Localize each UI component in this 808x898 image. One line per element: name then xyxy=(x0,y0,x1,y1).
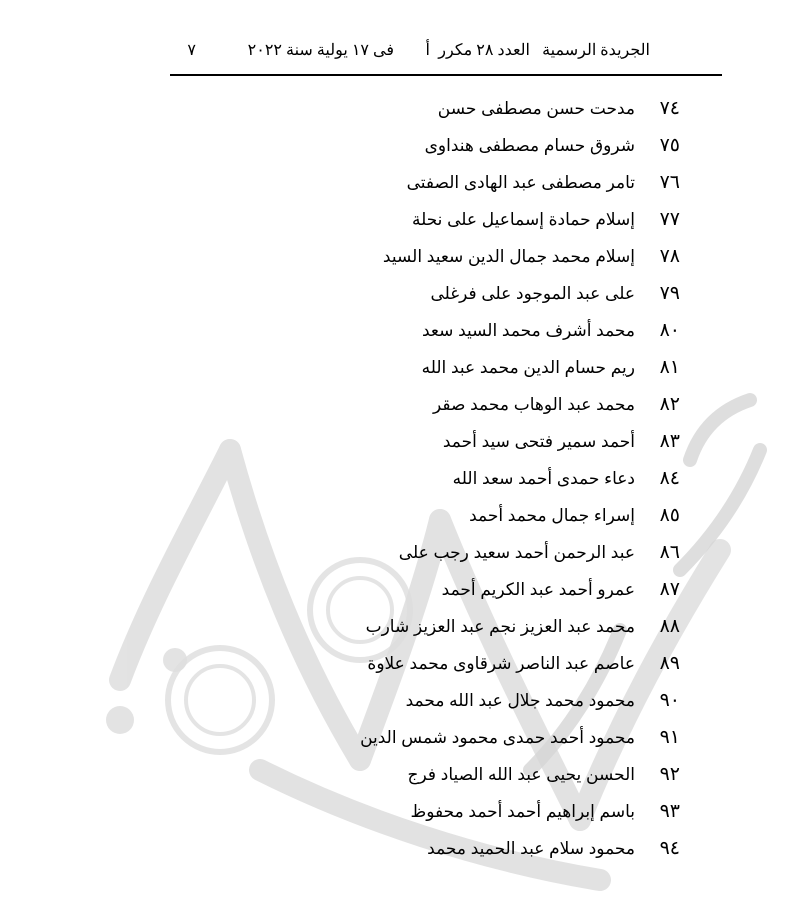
entry-name: أحمد سمير فتحى سيد أحمد xyxy=(442,432,635,451)
entry-name: عمرو أحمد عبد الكريم أحمد xyxy=(441,580,635,599)
list-item xyxy=(0,501,808,531)
entry-number: ٨٧ xyxy=(659,579,680,600)
list-item xyxy=(0,94,808,124)
entry-number: ٩١ xyxy=(659,727,680,748)
issue-number: العدد ٢٨ مكرر xyxy=(438,42,530,59)
entry-number: ٨٠ xyxy=(659,320,680,341)
list-item xyxy=(0,612,808,642)
entry-number: ٨٣ xyxy=(659,431,680,452)
entry-number: ٨٩ xyxy=(659,653,680,674)
list-item xyxy=(0,760,808,790)
entry-number: ٨٨ xyxy=(659,616,680,637)
list-item xyxy=(0,205,808,235)
entry-name: تامر مصطفى عبد الهادى الصفتى xyxy=(406,173,635,192)
entry-name: محمود محمد جلال عبد الله محمد xyxy=(405,691,635,710)
entry-name: إسلام محمد جمال الدين سعيد السيد xyxy=(382,247,635,266)
entry-number: ٩٠ xyxy=(659,690,680,711)
page-number: ٧ xyxy=(187,42,196,59)
entry-name: على عبد الموجود على فرغلى xyxy=(430,284,635,303)
issue-suffix: أ xyxy=(425,42,430,59)
entry-name: باسم إبراهيم أحمد أحمد محفوظ xyxy=(410,802,635,821)
entry-name: شروق حسام مصطفى هنداوى xyxy=(424,136,635,155)
entry-name: مدحت حسن مصطفى حسن xyxy=(437,99,635,118)
entry-number: ٧٩ xyxy=(659,283,680,304)
entry-number: ٧٦ xyxy=(659,172,680,193)
entry-name: إسراء جمال محمد أحمد xyxy=(469,506,635,525)
entry-name: محمد أشرف محمد السيد سعد xyxy=(421,321,635,340)
list-item xyxy=(0,279,808,309)
list-item xyxy=(0,797,808,827)
entry-number: ٨١ xyxy=(659,357,680,378)
page-header xyxy=(170,34,720,68)
entry-name: محمود سلام عبد الحميد محمد xyxy=(427,839,635,858)
entry-name: عاصم عبد الناصر شرقاوى محمد علاوة xyxy=(367,654,635,673)
entry-name: إسلام حمادة إسماعيل على نحلة xyxy=(411,210,635,229)
entry-number: ٧٧ xyxy=(659,209,680,230)
list-item xyxy=(0,464,808,494)
entry-number: ٩٢ xyxy=(659,764,680,785)
list-item xyxy=(0,686,808,716)
list-item xyxy=(0,649,808,679)
list-item xyxy=(0,168,808,198)
list-item xyxy=(0,723,808,753)
entry-name: عبد الرحمن أحمد سعيد رجب على xyxy=(398,543,635,562)
list-item xyxy=(0,353,808,383)
entry-name: دعاء حمدى أحمد سعد الله xyxy=(452,469,635,488)
entry-name: محمود أحمد حمدى محمود شمس الدين xyxy=(360,728,635,747)
entry-number: ٧٤ xyxy=(659,98,680,119)
entry-name: محمد عبد العزيز نجم عبد العزيز شارب xyxy=(365,617,635,636)
journal-title: الجريدة الرسمية xyxy=(542,42,650,59)
list-item xyxy=(0,834,808,864)
entry-name: الحسن يحيى عبد الله الصياد فرج xyxy=(407,765,635,784)
entry-number: ٨٤ xyxy=(659,468,680,489)
entry-number: ٩٣ xyxy=(659,801,680,822)
list-item xyxy=(0,390,808,420)
entry-name: ريم حسام الدين محمد عبد الله xyxy=(421,358,635,377)
entry-number: ٧٥ xyxy=(659,135,680,156)
list-item xyxy=(0,575,808,605)
list-item xyxy=(0,538,808,568)
entry-number: ٨٢ xyxy=(659,394,680,415)
list-item xyxy=(0,316,808,346)
list-item xyxy=(0,131,808,161)
list-item xyxy=(0,242,808,272)
issue-date: فى ١٧ يولية سنة ٢٠٢٢ xyxy=(247,42,394,59)
entry-number: ٧٨ xyxy=(659,246,680,267)
entry-number: ٨٦ xyxy=(659,542,680,563)
entry-number: ٩٤ xyxy=(659,838,680,859)
entry-number: ٨٥ xyxy=(659,505,680,526)
list-item xyxy=(0,427,808,457)
header-divider xyxy=(170,74,722,76)
entry-name: محمد عبد الوهاب محمد صقر xyxy=(433,395,635,414)
